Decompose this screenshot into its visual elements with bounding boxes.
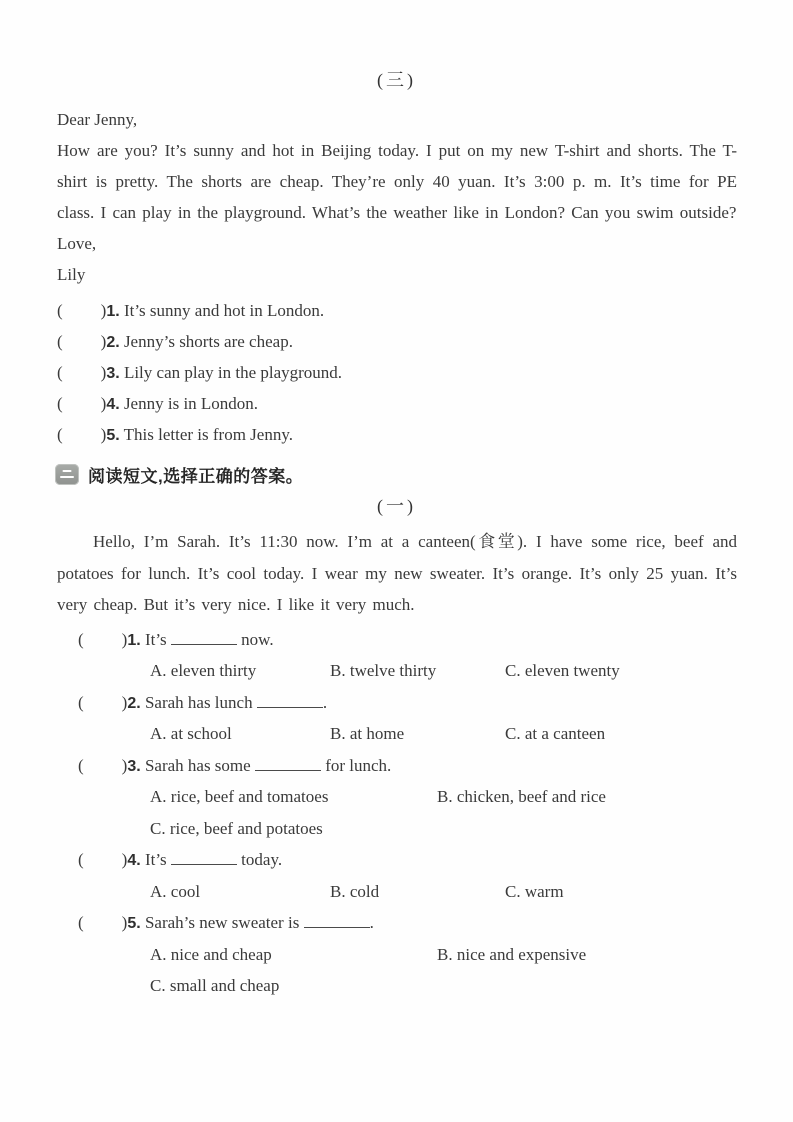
option-text: cool [170, 881, 201, 901]
option-label: A. [150, 661, 167, 680]
statement-row [57, 388, 793, 419]
stem-text-before: It’s [144, 850, 167, 869]
answer-paren-open: ( [78, 629, 84, 649]
answer-paren-open: ( [57, 301, 63, 320]
answer-paren-close: ) [121, 755, 128, 775]
answer-paren-close: ) [100, 332, 107, 351]
stem-text-after: today. [241, 850, 283, 869]
option-label: B. [437, 944, 453, 964]
answer-paren-close: ) [121, 629, 128, 649]
option-text: at school [170, 724, 232, 743]
option-label: C. [505, 881, 521, 901]
statement-row [57, 357, 793, 388]
option-text: nice and expensive [456, 944, 587, 964]
answer-paren-open: ( [57, 363, 63, 382]
stem-text-after: for lunch. [325, 755, 392, 775]
answer-paren-close: ) [100, 425, 107, 444]
option-label: A. [150, 787, 167, 806]
option-a [150, 781, 437, 813]
stem-text-after: now. [241, 629, 274, 649]
option-b [437, 781, 606, 813]
statement-text: Jenny is in London. [123, 394, 259, 413]
question-stem [78, 624, 793, 656]
option-row [150, 970, 793, 1002]
option-text: nice and cheap [170, 944, 272, 964]
letter-salutation: Dear Jenny, [57, 110, 138, 129]
option-label: A. [150, 724, 167, 743]
answer-paren-open: ( [57, 425, 63, 444]
answer-paren-open: ( [78, 913, 84, 932]
option-label: C. [150, 976, 166, 995]
answer-paren-close: ) [121, 913, 128, 932]
option-c [505, 876, 564, 908]
answer-paren-open: ( [78, 692, 84, 712]
stem-text-before: It’s [144, 629, 167, 649]
option-row [150, 813, 793, 845]
statement-list [57, 295, 793, 450]
option-text: small and cheap [169, 976, 280, 995]
reading-passage: Hello, I’m Sarah. It’s 11:30 now. I’m at a canteen(食堂). I have some rice, beef and potatoes for lunch. It’s cool today. I wear my new sweater. It’s orange. It’s only 25 yuan. It’s very cheap. But it’s very nice. I like it very much. [57, 532, 737, 614]
fill-blank-line [255, 758, 321, 771]
answer-paren-close: ) [121, 850, 128, 869]
question-number: 5. [127, 915, 141, 932]
statement-text: Lily can play in the playground. [123, 363, 343, 382]
statement-number: 2. [106, 334, 120, 351]
option-label: A. [150, 881, 167, 901]
statement-text: Jenny’s shorts are cheap. [123, 332, 293, 351]
section2-header [55, 460, 793, 488]
statement-row [57, 295, 793, 326]
section-two-icon [55, 464, 79, 485]
answer-paren-close: ) [100, 301, 107, 320]
answer-paren-open: ( [78, 850, 84, 869]
statement-number: 5. [106, 427, 120, 444]
section2-instruction: 阅读短文,选择正确的答案。 [88, 466, 304, 486]
option-row [150, 876, 793, 908]
stem-text-before: Sarah has lunch [144, 692, 253, 712]
stem-text-after: . [322, 692, 328, 712]
answer-paren-close: ) [100, 394, 107, 413]
option-text: rice, beef and potatoes [169, 818, 323, 838]
answer-paren-close: ) [121, 692, 128, 712]
option-label: B. [330, 881, 346, 901]
option-row [150, 655, 793, 687]
question-number: 2. [127, 694, 141, 712]
option-text: twelve thirty [349, 661, 437, 680]
option-label: B. [330, 661, 346, 680]
statement-text: It’s sunny and hot in London. [123, 301, 325, 320]
question-number: 4. [127, 852, 141, 869]
part1-heading: (一) [377, 496, 416, 516]
option-c [505, 718, 605, 750]
answer-paren-open: ( [57, 332, 63, 351]
fill-blank-line [171, 852, 237, 865]
option-text: eleven twenty [524, 661, 620, 680]
option-b [330, 718, 505, 750]
option-b [330, 876, 505, 908]
answer-paren-open: ( [57, 394, 63, 413]
option-a [150, 876, 330, 908]
question-stem [78, 750, 793, 782]
answer-paren-close: ) [100, 363, 107, 382]
question-number: 3. [127, 757, 141, 775]
option-a [150, 939, 437, 971]
option-text: at a canteen [524, 724, 606, 743]
answer-paren-open: ( [78, 755, 84, 775]
fill-blank-line [171, 632, 237, 645]
option-text: cold [349, 881, 380, 901]
question-stem [78, 844, 793, 876]
stem-text-before: Sarah’s new sweater is [144, 913, 300, 932]
stem-text-after: . [369, 913, 374, 932]
option-c [150, 813, 323, 845]
letter-body: How are you? It’s sunny and hot in Beijing today. I put on my new T-shirt and shorts. The T-shirt is pretty. The shorts are cheap. They’re only 40 yuan. It’s 3:00 p. m. It’s time for PE class. I can play in the playground. What’s the weather like in London? Can you swim outside? [57, 141, 737, 222]
question-stem [78, 687, 793, 719]
option-text: eleven thirty [170, 661, 257, 680]
statement-number: 4. [106, 396, 120, 413]
option-row [150, 939, 793, 971]
fill-blank-line [304, 915, 370, 928]
statement-number: 3. [106, 365, 120, 382]
option-row [150, 781, 793, 813]
question-stem [78, 907, 793, 939]
question-number: 1. [127, 631, 141, 649]
option-text: at home [349, 724, 405, 743]
option-text: rice, beef and tomatoes [170, 787, 329, 806]
option-label: C. [505, 724, 521, 743]
option-text: warm [524, 881, 564, 901]
option-b [330, 655, 505, 687]
statement-text: This letter is from Jenny. [123, 425, 293, 444]
option-label: B. [330, 724, 346, 743]
option-label: B. [437, 787, 453, 806]
option-a [150, 655, 330, 687]
option-label: C. [505, 661, 521, 680]
option-c [150, 970, 279, 1002]
letter-closing: Love, [57, 234, 97, 253]
statement-number: 1. [106, 303, 120, 320]
option-row [150, 718, 793, 750]
statement-row [57, 419, 793, 450]
letter-signature: Lily [57, 265, 86, 284]
option-label: A. [150, 944, 167, 964]
statement-row [57, 326, 793, 357]
stem-text-before: Sarah has some [144, 755, 251, 775]
option-label: C. [150, 818, 166, 838]
fill-blank-line [257, 695, 323, 708]
question-list [78, 624, 793, 1002]
option-text: chicken, beef and rice [456, 787, 606, 806]
letter-block [57, 104, 737, 290]
part3-heading: (三) [377, 70, 416, 90]
option-b [437, 939, 586, 971]
option-c [505, 655, 620, 687]
option-a [150, 718, 330, 750]
